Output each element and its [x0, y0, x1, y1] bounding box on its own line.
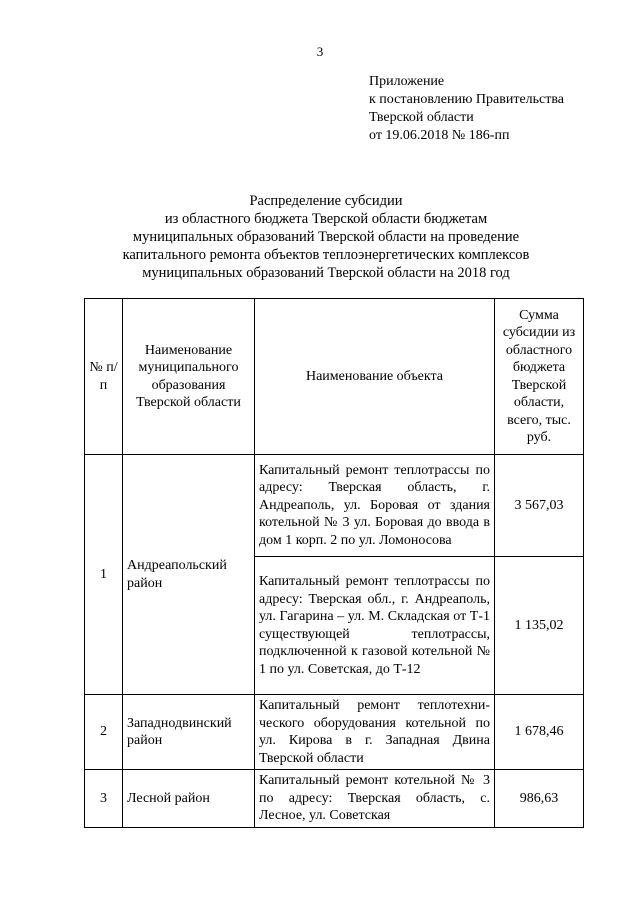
title-line: муниципальных образований Тверской области на 2018 год: [142, 265, 510, 281]
row-number: 2: [85, 695, 123, 770]
row-municipality: Андреапольский район: [123, 455, 255, 695]
table-row: [85, 695, 584, 770]
row-amount: 3 567,03: [495, 455, 584, 557]
row-object: Капитальный ремонт теплотрассы по адресу: Тверская обл., г. Андреаполь, ул. Гагарина – ул. М. Складская от Т-1 существующей теплотрассы, подключенной к газовой котельной № 1 по ул. Советская, до Т-12: [255, 557, 495, 695]
annex-line: от 19.06.2018 № 186-пп: [369, 128, 510, 143]
row-amount: 1 678,46: [495, 695, 584, 770]
header-object: Наименование объекта: [255, 299, 495, 455]
row-object: Капитальный ремонт котельной № 3 по адресу: Тверская область, с. Лесное, ул. Советская: [255, 770, 495, 828]
subsidy-table: [84, 298, 584, 828]
annex-line: к постановлению Правительства: [369, 92, 565, 107]
document-title: [80, 192, 572, 282]
title-line: муниципальных образований Тверской области на проведение: [132, 229, 520, 245]
row-municipality: Лесной район: [123, 770, 255, 828]
row-amount: 1 135,02: [495, 557, 584, 695]
title-line: Распределение субсидии: [249, 193, 403, 209]
page-number: 3: [316, 44, 324, 59]
row-number: 3: [85, 770, 123, 828]
table-header-row: [85, 299, 584, 455]
annex-line: Приложение: [369, 74, 445, 89]
row-municipality: Западнодвинский район: [123, 695, 255, 770]
row-object: Капитальный ремонт теплотехнического оборудования котельной по ул. Кирова в г. Западная Двина Тверской области: [255, 695, 495, 770]
annex-line: Тверской области: [369, 110, 474, 125]
row-number: 1: [85, 455, 123, 695]
title-line: капитального ремонта объектов теплоэнергетических комплексов: [122, 247, 530, 263]
row-object: Капитальный ремонт теплотрассы по адресу: Тверская область, г. Андреаполь, ул. Боровая от здания котельной № 3 ул. Боровая до ввода в дом 1 корп. 2 по ул. Ломоносова: [255, 455, 495, 557]
header-municipality: Наименование муниципального образования Тверской области: [123, 299, 255, 455]
header-amount: Сумма субсидии из областного бюджета Тверской области, всего, тыс. руб.: [495, 299, 584, 455]
title-line: из областного бюджета Тверской области бюджетам: [164, 211, 488, 227]
table-row: [85, 770, 584, 828]
row-amount: 986,63: [495, 770, 584, 828]
header-number: № п/п: [85, 299, 123, 455]
annex-block: [369, 73, 564, 145]
table-row: [85, 455, 584, 557]
